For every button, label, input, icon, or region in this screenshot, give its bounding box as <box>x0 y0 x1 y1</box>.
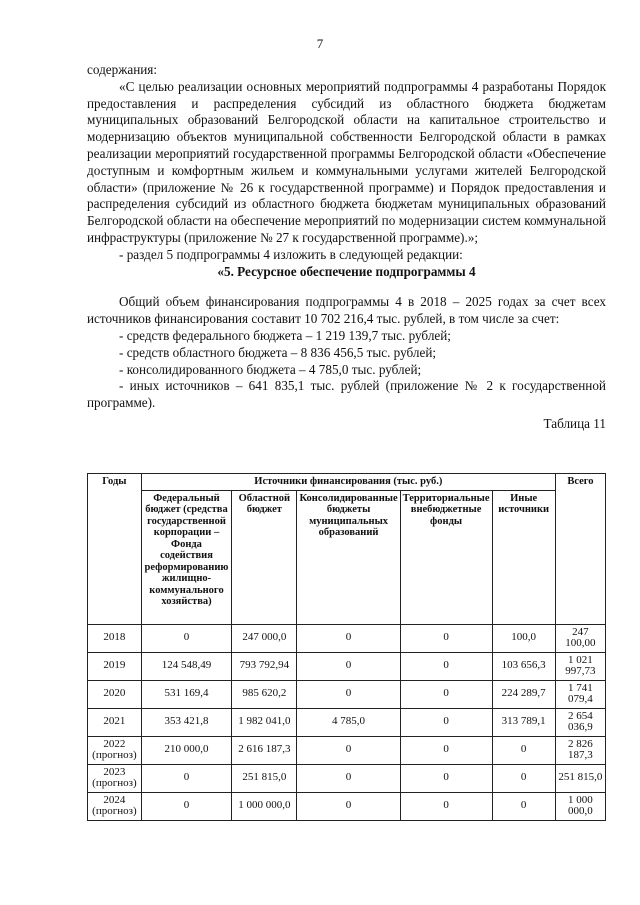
year-value: 2021 <box>103 715 126 728</box>
table-row <box>88 652 606 680</box>
cell-regional: 1 982 041,0 <box>232 708 297 736</box>
cell-consolidated: 0 <box>297 792 400 820</box>
cell-other: 0 <box>492 792 555 820</box>
cell-territorial: 0 <box>400 652 492 680</box>
year-value: 2018 <box>103 631 126 644</box>
header-years: Годы <box>88 474 142 625</box>
cell-year <box>88 764 142 792</box>
cell-total: 2 654 036,9 <box>555 708 605 736</box>
table-row <box>88 764 606 792</box>
cell-consolidated: 0 <box>297 652 400 680</box>
year-note: (прогноз) <box>92 805 137 817</box>
cell-territorial: 0 <box>400 764 492 792</box>
header-sources: Источники финансирования (тыс. руб.) <box>141 474 555 491</box>
cell-year <box>88 652 142 680</box>
cell-territorial: 0 <box>400 792 492 820</box>
cell-territorial: 0 <box>400 708 492 736</box>
table-row <box>88 680 606 708</box>
cell-regional: 985 620,2 <box>232 680 297 708</box>
body-text <box>87 62 606 433</box>
cell-consolidated: 0 <box>297 624 400 652</box>
subheader-regional: Областной бюджет <box>232 490 297 624</box>
bullet-regional: - средств областного бюджета – 8 836 456,5 тыс. рублей; <box>119 344 437 360</box>
cell-other: 100,0 <box>492 624 555 652</box>
year-note: (прогноз) <box>92 749 137 761</box>
year-value: 2023 <box>103 765 126 778</box>
page-number: 7 <box>316 36 324 51</box>
table-row <box>88 736 606 764</box>
cell-federal: 353 421,8 <box>141 708 231 736</box>
cell-other: 0 <box>492 736 555 764</box>
subheader-consolidated: Консолидированные бюджеты муниципальных образований <box>297 490 400 624</box>
table-row <box>88 792 606 820</box>
cell-federal: 124 548,49 <box>141 652 231 680</box>
cell-year <box>88 624 142 652</box>
table-row <box>88 624 606 652</box>
cell-consolidated: 4 785,0 <box>297 708 400 736</box>
bullet-consolidated: - консолидированного бюджета – 4 785,0 тыс. рублей; <box>119 361 422 377</box>
cell-territorial: 0 <box>400 680 492 708</box>
section-heading: «5. Ресурсное обеспечение подпрограммы 4 <box>217 263 476 279</box>
cell-total: 2 826 187,3 <box>555 736 605 764</box>
summary-paragraph: Общий объем финансирования подпрограммы 4 в 2018 – 2025 годах за счет всех источников финансирования составит 10 702 216,4 тыс. рублей, в том числе за счет: <box>87 294 606 327</box>
cell-regional: 247 000,0 <box>232 624 297 652</box>
year-note: (прогноз) <box>92 777 137 789</box>
year-value: 2020 <box>103 687 126 700</box>
header-total: Всего <box>555 474 605 625</box>
paragraph-intro: содержания: <box>87 62 158 77</box>
cell-consolidated: 0 <box>297 764 400 792</box>
cell-regional: 2 616 187,3 <box>232 736 297 764</box>
cell-territorial: 0 <box>400 624 492 652</box>
table-row <box>88 708 606 736</box>
year-value: 2022 <box>103 737 126 750</box>
cell-federal: 0 <box>141 624 231 652</box>
financing-table <box>87 473 606 821</box>
cell-federal: 210 000,0 <box>141 736 231 764</box>
bullet-other: - иных источников – 641 835,1 тыс. рублей (приложение № 2 к государственной программе). <box>87 378 606 411</box>
cell-federal: 0 <box>141 792 231 820</box>
paragraph-instruction: - раздел 5 подпрограммы 4 изложить в следующей редакции: <box>119 246 463 262</box>
cell-total: 1 021 997,73 <box>555 652 605 680</box>
cell-other: 0 <box>492 764 555 792</box>
subheader-other: Иные источники <box>492 490 555 624</box>
cell-regional: 793 792,94 <box>232 652 297 680</box>
cell-year <box>88 736 142 764</box>
table-caption: Таблица 11 <box>543 415 606 431</box>
cell-territorial: 0 <box>400 736 492 764</box>
cell-other: 313 789,1 <box>492 708 555 736</box>
bullet-federal: - средств федерального бюджета – 1 219 139,7 тыс. рублей; <box>119 327 451 343</box>
cell-year <box>88 708 142 736</box>
cell-federal: 0 <box>141 764 231 792</box>
cell-other: 103 656,3 <box>492 652 555 680</box>
cell-consolidated: 0 <box>297 680 400 708</box>
cell-consolidated: 0 <box>297 736 400 764</box>
cell-regional: 1 000 000,0 <box>232 792 297 820</box>
cell-total: 1 741 079,4 <box>555 680 605 708</box>
cell-year <box>88 680 142 708</box>
cell-total: 1 000 000,0 <box>555 792 605 820</box>
year-value: 2024 <box>103 793 126 806</box>
cell-total: 251 815,0 <box>555 764 605 792</box>
year-value: 2019 <box>103 659 126 672</box>
subheader-federal: Федеральный бюджет (средства государственной корпорации – Фонда содействия реформированию жилищно-коммунального хозяйства) <box>141 490 231 624</box>
cell-regional: 251 815,0 <box>232 764 297 792</box>
cell-other: 224 289,7 <box>492 680 555 708</box>
cell-total: 247 100,00 <box>555 624 605 652</box>
paragraph-quote: «С целью реализации основных мероприятий подпрограммы 4 разработаны Порядок предоставления и распределения субсидий из областного бюджета бюджетам муниципальных образований Белгородской области на капитальное строительство и модернизацию объектов муниципальной собственности Белгородской области в рамках реализации мероприятий государственной программы Белгородской области «Обеспечение доступным и комфортным жильем и коммунальными услугами жителей Белгородской области» (приложение № 26 к государственной программе) и Порядок предоставления и распределения субсидий из областного бюджета бюджетам муниципальных образований Белгородской области на обеспечение мероприятий по модернизации систем коммунальной инфраструктуры (приложение № 27 к государственной программе).»; <box>87 78 606 245</box>
subheader-territorial: Территориальные внебюджетные фонды <box>400 490 492 624</box>
cell-year <box>88 792 142 820</box>
cell-federal: 531 169,4 <box>141 680 231 708</box>
